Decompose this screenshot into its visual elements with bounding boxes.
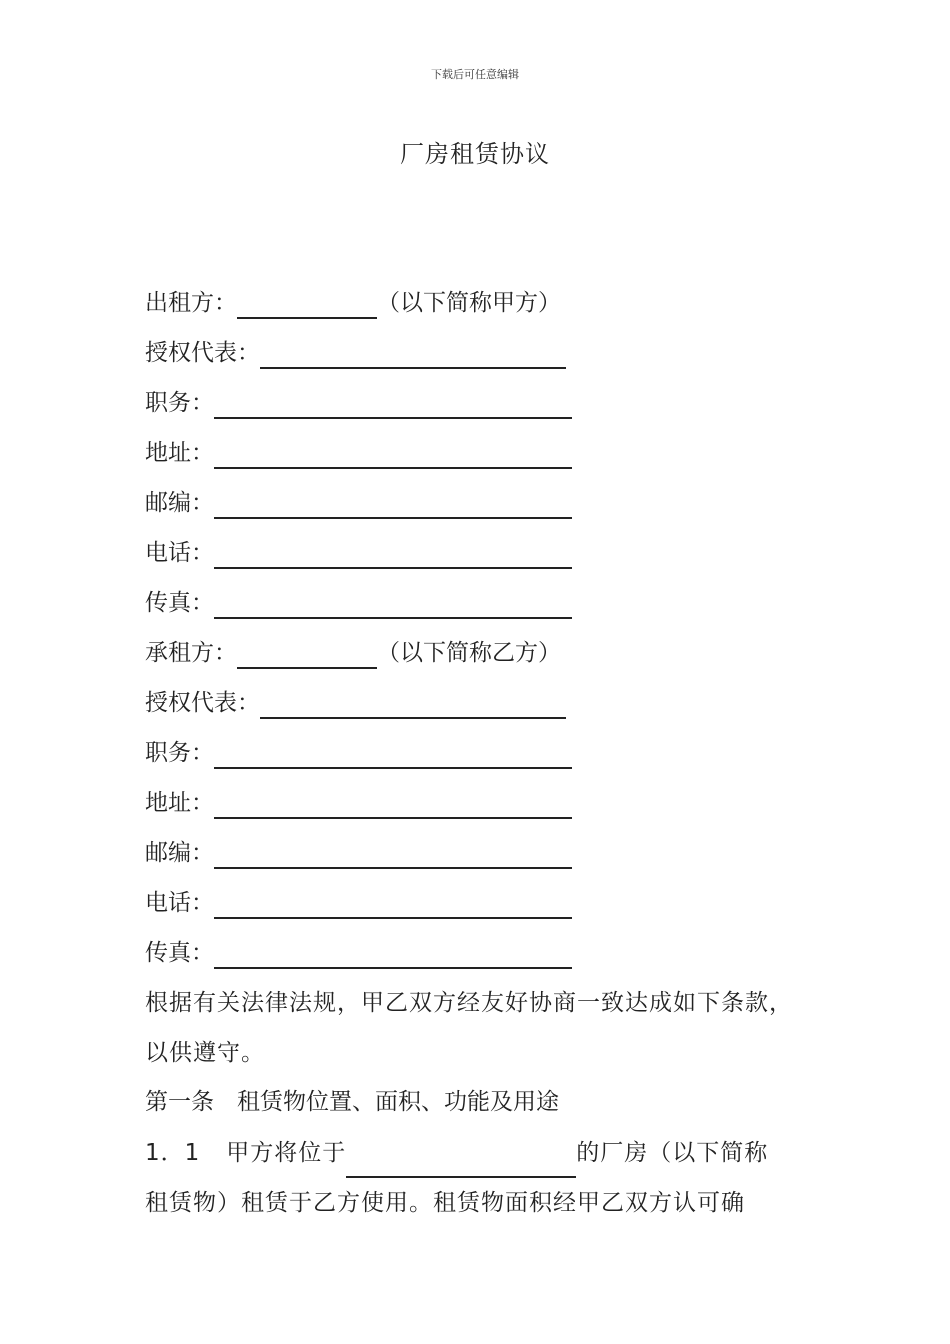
address-label: 地址： <box>145 790 214 816</box>
address-label: 地址： <box>145 440 214 466</box>
party-b-title-row <box>145 728 815 778</box>
party-a-address-row <box>145 428 815 478</box>
rep-label: 授权代表： <box>145 340 260 366</box>
lessor-label: 出租方： <box>145 290 237 316</box>
document-title: 厂房租赁协议 <box>400 140 550 168</box>
postcode-label: 邮编： <box>145 840 214 866</box>
lessee-blank[interactable] <box>237 637 377 669</box>
party-a-postcode-row <box>145 478 815 528</box>
rep-blank[interactable] <box>260 337 566 369</box>
rep-label: 授权代表： <box>145 690 260 716</box>
clause-text-part2: 的厂房（以下简称 <box>576 1140 769 1166</box>
phone-blank[interactable] <box>214 887 572 919</box>
postcode-blank[interactable] <box>214 837 572 869</box>
party-a-fax-row <box>145 578 815 628</box>
lessee-label: 承租方： <box>145 640 237 666</box>
header-note: 下载后可任意编辑 <box>431 68 519 81</box>
party-b-postcode-row <box>145 828 815 878</box>
document-body <box>145 278 815 1228</box>
address-blank[interactable] <box>214 437 572 469</box>
party-a-title-row <box>145 378 815 428</box>
fax-label: 传真： <box>145 940 214 966</box>
fax-blank[interactable] <box>214 937 572 969</box>
title-blank[interactable] <box>214 387 572 419</box>
lessor-suffix: （以下简称甲方） <box>377 290 561 316</box>
title-blank[interactable] <box>214 737 572 769</box>
address-blank[interactable] <box>214 787 572 819</box>
rep-blank[interactable] <box>260 687 566 719</box>
lessor-row <box>145 278 815 328</box>
location-blank[interactable] <box>346 1150 576 1178</box>
phone-blank[interactable] <box>214 537 572 569</box>
clause-text-part1: 甲方将位于 <box>226 1140 347 1166</box>
clause-text-part3: 租赁物）租赁于乙方使用。租赁物面积经甲乙双方认可确 <box>145 1190 745 1216</box>
phone-label: 电话： <box>145 540 214 566</box>
clause-number: 1．1 <box>145 1140 201 1166</box>
lessee-row <box>145 628 815 678</box>
party-b-fax-row <box>145 928 815 978</box>
title-label: 职务： <box>145 390 214 416</box>
postcode-blank[interactable] <box>214 487 572 519</box>
lessee-suffix: （以下简称乙方） <box>377 640 561 666</box>
lessor-blank[interactable] <box>237 287 377 319</box>
party-b-rep-row <box>145 678 815 728</box>
clause-1-1 <box>145 1128 815 1228</box>
fax-label: 传真： <box>145 590 214 616</box>
title-label: 职务： <box>145 740 214 766</box>
party-a-phone-row <box>145 528 815 578</box>
postcode-label: 邮编： <box>145 490 214 516</box>
phone-label: 电话： <box>145 890 214 916</box>
party-a-rep-row <box>145 328 815 378</box>
party-b-address-row <box>145 778 815 828</box>
article-1-heading: 第一条 租赁物位置、面积、功能及用途 <box>145 1089 559 1115</box>
fax-blank[interactable] <box>214 587 572 619</box>
preamble-paragraph: 根据有关法律法规，甲乙双方经友好协商一致达成如下条款，以供遵守。 <box>145 990 793 1066</box>
party-b-phone-row <box>145 878 815 928</box>
